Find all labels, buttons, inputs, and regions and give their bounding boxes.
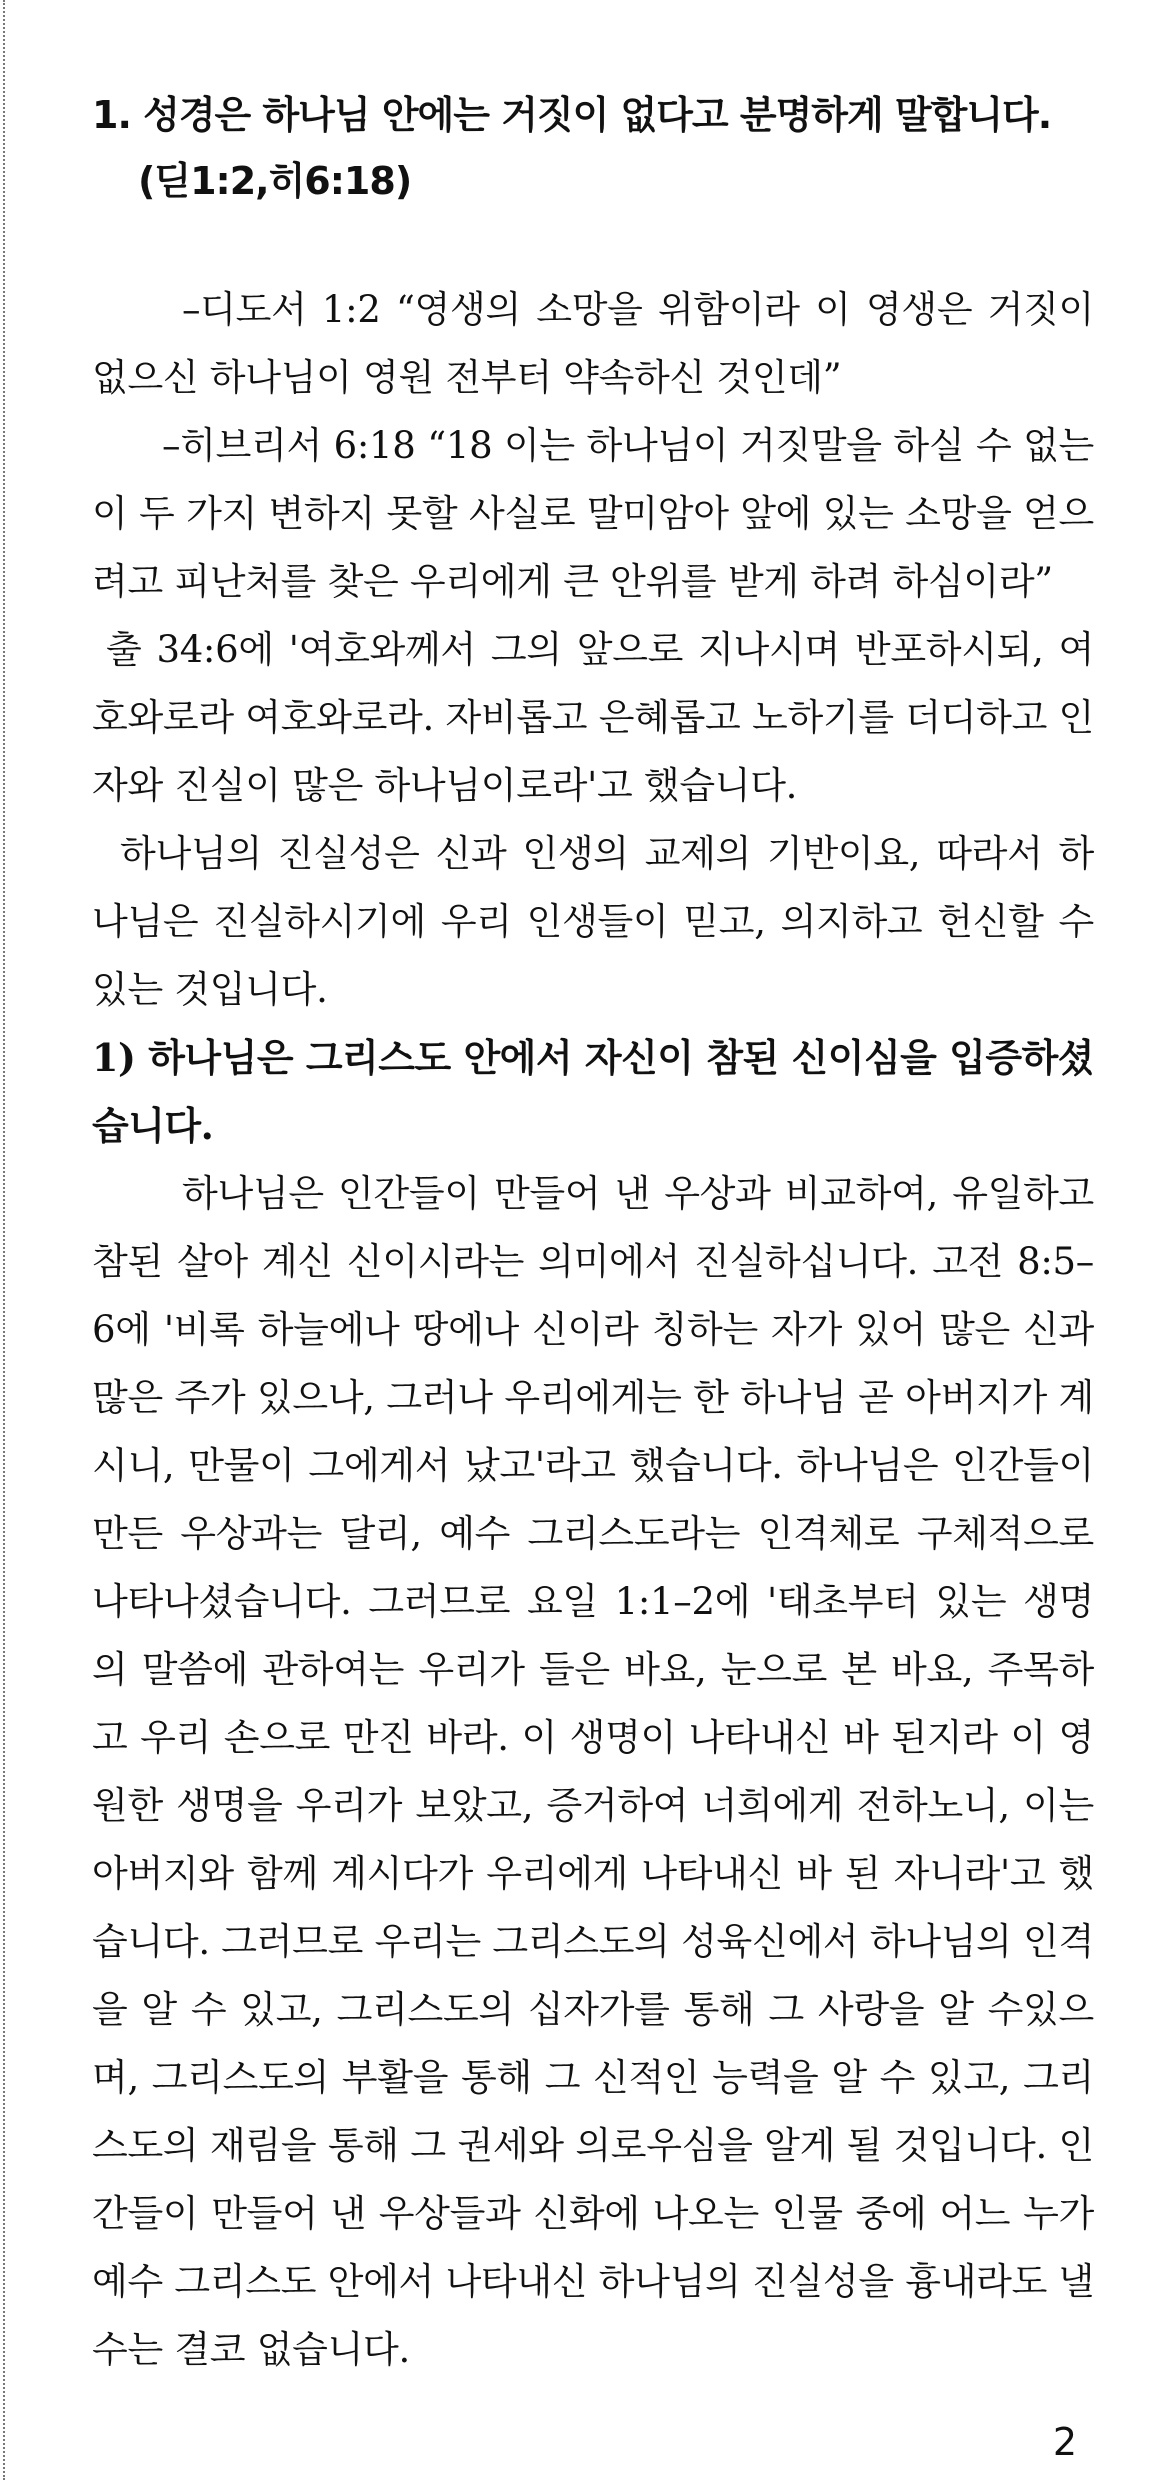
quote-titus: –디도서 1:2 “영생의 소망을 위함이라 이 영생은 거짓이 없으신 하나님이 영원 전부터 약속하신 것인데”	[92, 288, 1094, 399]
page-edge-dotted-border	[3, 0, 5, 2480]
paragraph-exodus: 출 34:6에 '여호와께서 그의 앞으로 지나시며 반포하시되, 여호와로라 여호와로라. 자비롭고 은혜롭고 노하기를 더디하고 인자와 진실이 많은 하나님이로라'고 했습니다.	[92, 628, 1094, 807]
section-heading-reference: (딛1:2,히6:18)	[138, 159, 412, 203]
section-heading: 1. 성경은 하나님 안에는 거짓이 없다고 분명하게 말합니다.	[92, 93, 1052, 137]
subsection-body: 하나님은 인간들이 만들어 낸 우상과 비교하여, 유일하고 참된 살아 계신 신이시라는 의미에서 진실하십니다. 고전 8:5–6에 '비록 하늘에나 땅에나 신이라 칭하는 자가 있어 많은 신과 많은 주가 있으나, 그러나 우리에게는 한 하나님 곧 아버지가 계시니, 만물이 그에게서 났고'라고 했습니다. 하나님은 인간들이 만든 우상과는 달리, 예수 그리스도라는 인격체로 구체적으로 나타나셨습니다. 그러므로 요일 1:1–2에 '태초부터 있는 생명의 말씀에 관하여는 우리가 들은 바요, 눈으로 본 바요, 주목하고 우리 손으로 만진 바라. 이 생명이 나타내신 바 된지라 이 영원한 생명을 우리가 보았고, 증거하여 너희에게 전하노니, 이는 아버지와 함께 계시다가 우리에게 나타내신 바 된 자니라'고 했습니다. 그러므로 우리는 그리스도의 성육신에서 하나님의 인격을 알 수 있고, 그리스도의 십자가를 통해 그 사랑을 알 수있으며, 그리스도의 부활을 통해 그 신적인 능력을 알 수 있고, 그리스도의 재림을 통해 그 권세와 의로우심을 알게 될 것입니다. 인간들이 만들어 낸 우상들과 신화에 나오는 인물 중에 어느 누가 예수 그리스도 안에서 나타내신 하나님의 진실성을 흉내라도 낼 수는 결코 없습니다.	[92, 1172, 1094, 2371]
page-number: 2	[1052, 2420, 1077, 2464]
subsection-heading: 1) 하나님은 그리스도 안에서 자신이 참된 신이심을 입증하셨습니다.	[92, 1035, 1094, 1148]
quote-hebrews: –히브리서 6:18 “18 이는 하나님이 거짓말을 하실 수 없는 이 두 가지 변하지 못할 사실로 말미암아 앞에 있는 소망을 얻으려고 피난처를 찾은 우리에게 큰 안위를 받게 하려 하심이라”	[92, 424, 1094, 603]
document-page	[92, 82, 1094, 2384]
paragraph-truthfulness: 하나님의 진실성은 신과 인생의 교제의 기반이요, 따라서 하나님은 진실하시기에 우리 인생들이 믿고, 의지하고 헌신할 수 있는 것입니다.	[92, 832, 1094, 1011]
